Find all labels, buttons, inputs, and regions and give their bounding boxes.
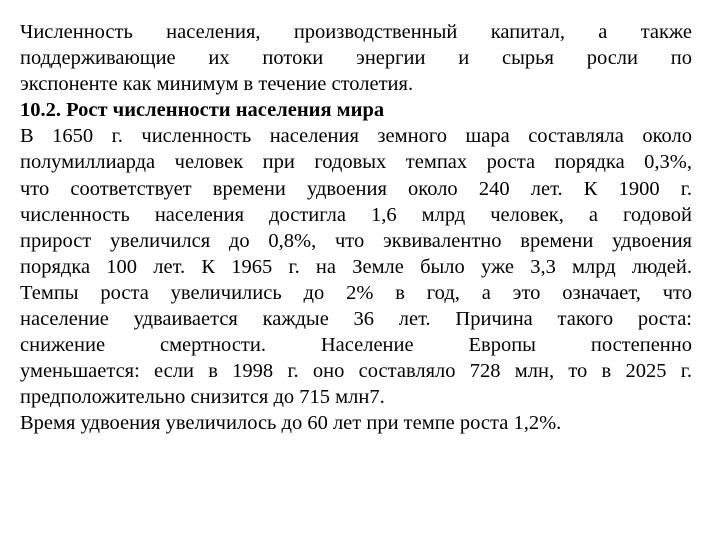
closing-line: Время удвоения увеличилось до 60 лет при темпе роста 1,2%.	[20, 412, 562, 435]
intro-line: экспоненте как минимум в течение столетия.	[20, 73, 414, 96]
body-line: полумиллиарда человек при годовых темпах роста порядка 0,3%,	[20, 151, 692, 174]
body-line: численность населения достигла 1,6 млрд человек, а годовой	[20, 203, 692, 226]
body-line: порядка 100 лет. К 1965 г. на Земле было уже 3,3 млрд людей.	[20, 255, 692, 278]
body-line: В 1650 г. численность населения земного шара составляла около	[20, 125, 692, 148]
body-line: что соответствует времени удвоения около 240 лет. К 1900 г.	[20, 177, 692, 200]
body-line: снижение смертности. Население Европы постепенно	[20, 334, 692, 357]
body-line: уменьшается: если в 1998 г. оно составляло 728 млн, то в 2025 г.	[20, 360, 692, 383]
intro-line: поддерживающие их потоки энергии и сырья росли по	[20, 47, 692, 70]
section-heading: 10.2. Рост численности населения мира	[20, 99, 385, 122]
body-line: прирост увеличился до 0,8%, что эквивалентно времени удвоения	[20, 229, 692, 252]
body-line: Темпы роста увеличились до 2% в год, а это означает, что	[20, 281, 692, 304]
body-line: население удваивается каждые 36 лет. Причина такого роста:	[20, 308, 692, 331]
body-line: предположительно снизится до 715 млн7.	[20, 386, 385, 409]
intro-line: Численность населения, производственный капитал, а также	[20, 21, 692, 43]
document-page	[20, 19, 692, 437]
